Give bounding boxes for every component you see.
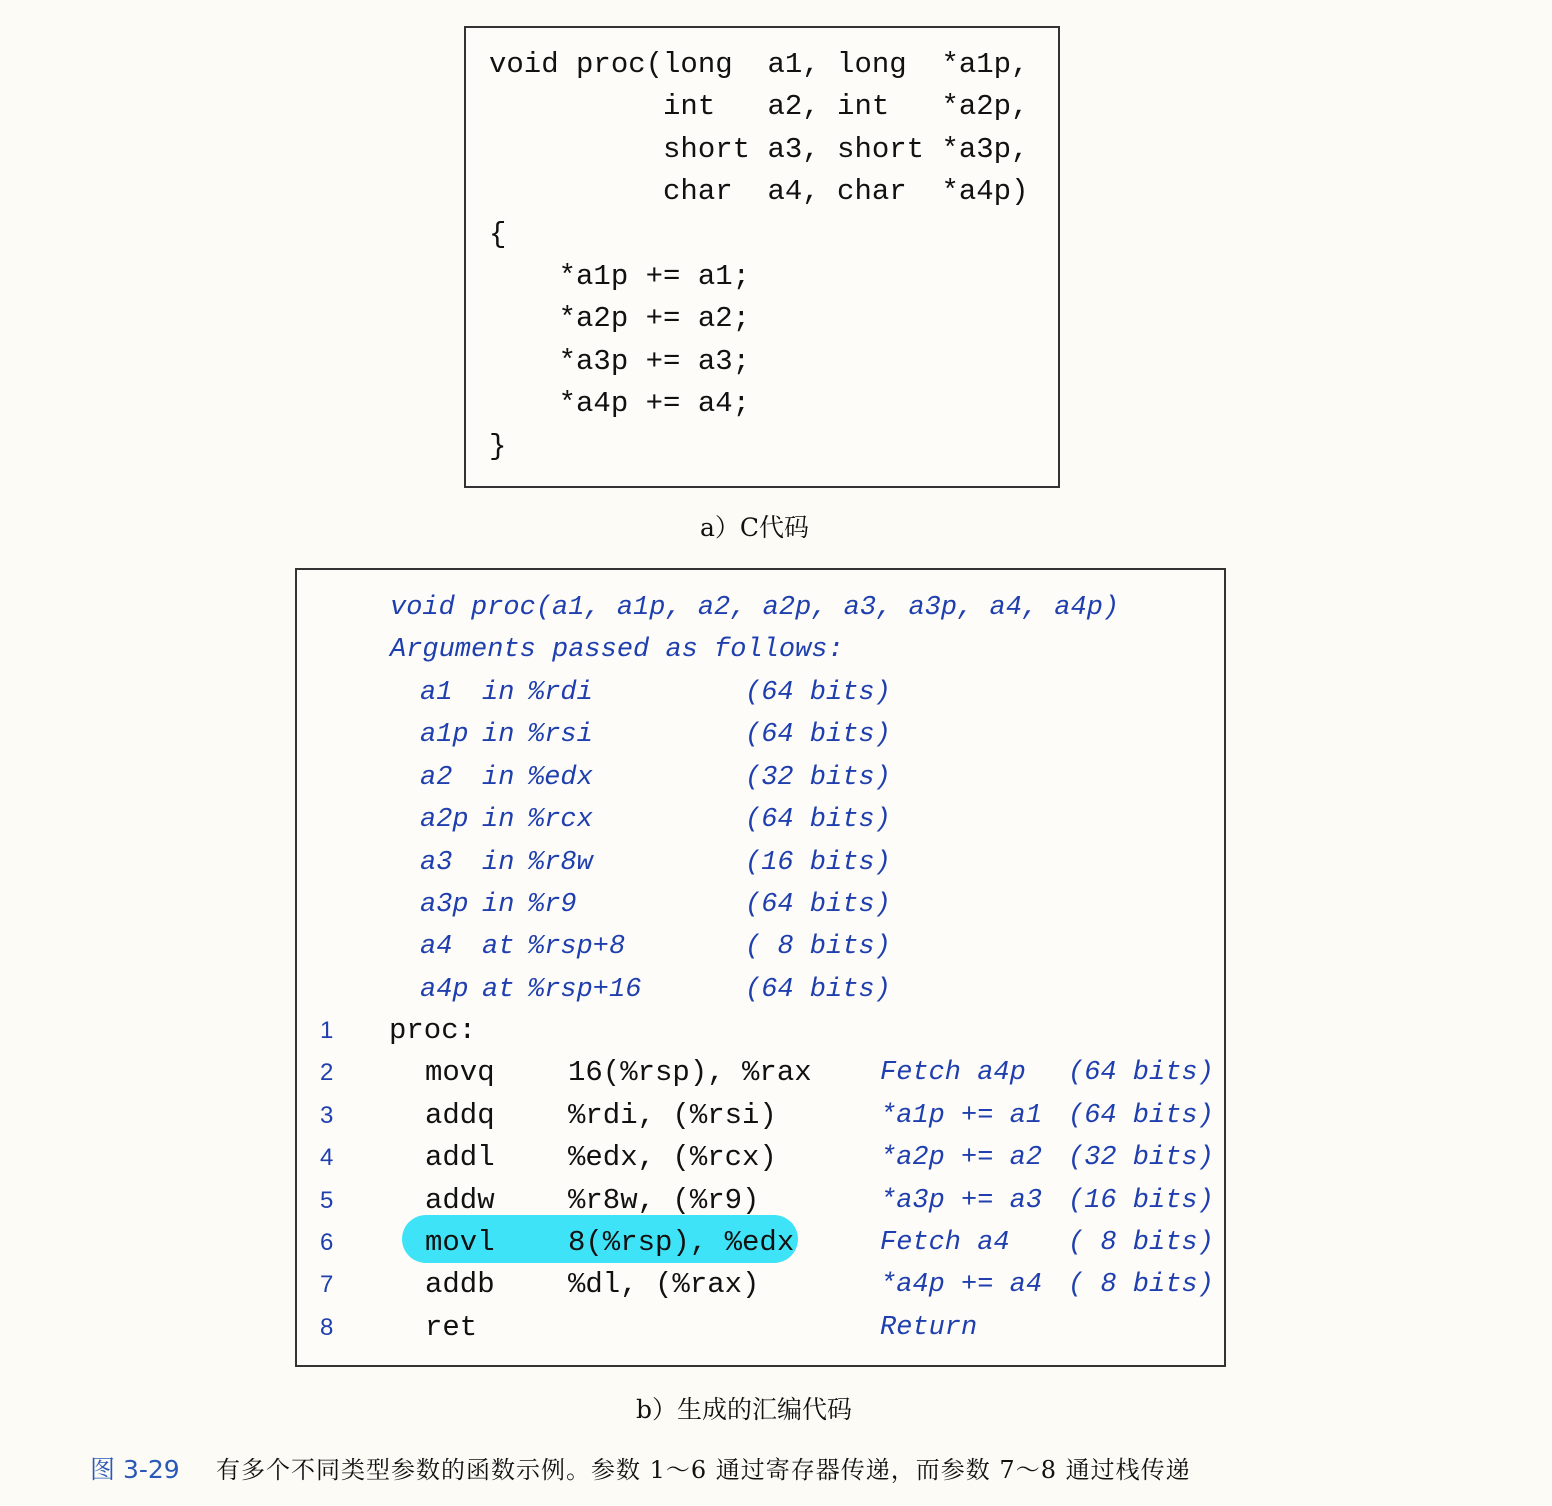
arg-prep: at [482,932,515,963]
c-code-line: *a2p += a2; [489,302,751,336]
arg-name: a4p [420,974,469,1005]
instruction-comment: *a3p += a3 [880,1185,1043,1216]
c-code-line: } [489,429,507,463]
arg-name: a1 [420,678,453,708]
line-number: 8 [320,1313,334,1341]
arg-bits: (32 bits) [745,762,891,793]
instruction-comment: *a2p += a2 [880,1143,1043,1174]
arg-location: %r8w [528,847,593,878]
c-code-line: void proc(long a1, long *a1p, [489,48,1029,81]
arg-name: a3p [420,890,469,920]
line-number: 4 [320,1144,334,1172]
c-code-line: *a4p += a4; [489,387,751,421]
asm-comment-header: Arguments passed as follows: [390,635,844,666]
instruction-comment: *a1p += a1 [880,1100,1043,1131]
arg-prep: in [482,720,515,751]
arg-bits: (16 bits) [745,847,891,878]
c-code-line: char a4, char *a4p) [489,175,1029,209]
arg-location: %rdi [528,678,593,708]
asm-comment-header: void proc(a1, a1p, a2, a2p, a3, a3p, a4, a4p) [390,593,1120,623]
instruction-bits: (64 bits) [1068,1100,1214,1131]
c-code-line: short a3, short *a3p, [489,132,1029,166]
instruction-bits: (64 bits) [1068,1058,1214,1089]
arg-prep: in [482,890,515,920]
c-code-caption: a）C代码 [700,513,810,542]
instruction-op: ret [425,1310,478,1344]
arg-name: a2p [420,805,469,836]
arg-location: %rcx [528,805,593,836]
instruction-args: %edx, (%rcx) [568,1141,777,1175]
c-code-line: *a1p += a1; [489,260,751,293]
instruction-op: movq [425,1056,495,1090]
instruction-args: %rdi, (%rsi) [568,1098,777,1132]
asm-label: proc: [389,1014,477,1047]
arg-prep: in [482,678,515,708]
arg-location: %rsi [528,720,593,751]
instruction-bits: (32 bits) [1068,1143,1214,1174]
arg-bits: (64 bits) [745,720,891,751]
instruction-op: addw [425,1183,495,1217]
instruction-op: addl [425,1141,495,1175]
line-number: 3 [320,1101,334,1129]
arg-prep: in [482,805,515,836]
figure-caption: 有多个不同类型参数的函数示例。参数 1～6 通过寄存器传递，而参数 7～8 通过栈传递 [216,1456,1191,1484]
arg-name: a2 [420,762,453,793]
arg-location: %r9 [528,890,577,920]
line-number: 5 [320,1186,334,1214]
line-number: 1 [320,1017,334,1044]
instruction-bits: ( 8 bits) [1068,1228,1214,1258]
c-code-line: int a2, int *a2p, [489,90,1029,124]
arg-prep: in [482,762,515,793]
arg-prep: at [482,974,515,1005]
instruction-args: 8(%rsp), %edx [568,1226,795,1259]
instruction-op: addq [425,1098,495,1132]
line-number: 2 [320,1059,334,1087]
arg-bits: (64 bits) [745,678,891,708]
arg-prep: in [482,847,515,878]
arg-name: a1p [420,720,469,751]
instruction-comment: Fetch a4p [880,1058,1026,1089]
asm-caption: b）生成的汇编代码 [636,1395,853,1424]
arg-bits: (64 bits) [745,974,891,1005]
figure-label: 图 3-29 [90,1455,180,1484]
arg-name: a3 [420,847,453,878]
line-number: 7 [320,1271,334,1299]
arg-location: %edx [528,762,593,793]
arg-bits: ( 8 bits) [745,932,891,963]
instruction-comment: Return [880,1312,978,1343]
arg-name: a4 [420,932,453,963]
instruction-args: 16(%rsp), %rax [568,1056,812,1090]
c-code-line: { [489,217,507,251]
instruction-op: movl [425,1226,495,1259]
line-number: 6 [320,1229,334,1256]
instruction-op: addb [425,1268,495,1302]
instruction-bits: ( 8 bits) [1068,1270,1214,1301]
arg-bits: (64 bits) [745,805,891,836]
instruction-args: %r8w, (%r9) [568,1183,760,1217]
instruction-comment: Fetch a4 [880,1228,1010,1258]
instruction-bits: (16 bits) [1068,1185,1214,1216]
arg-location: %rsp+16 [528,974,642,1005]
instruction-comment: *a4p += a4 [880,1270,1043,1301]
c-code-line: *a3p += a3; [489,344,751,378]
arg-location: %rsp+8 [528,932,626,963]
instruction-args: %dl, (%rax) [568,1268,760,1302]
arg-bits: (64 bits) [745,890,891,920]
